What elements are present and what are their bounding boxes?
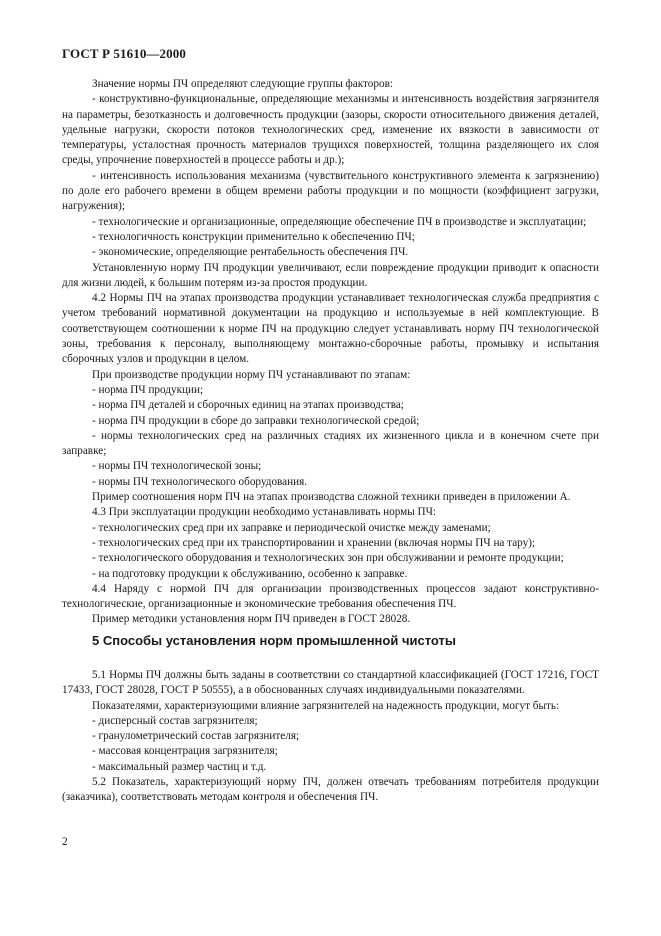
paragraph: - технологических сред при их заправке и периодической очистке между заменами; (92, 521, 491, 534)
paragraph: При производстве продукции норму ПЧ устанавливают по этапам: (92, 368, 411, 381)
paragraph: 4.4 Наряду с нормой ПЧ для организации производственных процессов задают конструктивно-технологические, организационные и экономические требования обеспечения ПЧ. (62, 582, 599, 611)
paragraph: - технологического оборудования и технологических зон при обслуживании и ремонте продукции; (92, 552, 564, 565)
section-5-body (62, 668, 599, 806)
paragraph: - гранулометрический состав загрязнителя; (92, 730, 300, 743)
paragraph: 5.1 Нормы ПЧ должны быть заданы в соответствии со стандартной классификацией (ГОСТ 17216, ГОСТ 17433, ГОСТ 28028, ГОСТ Р 50555), а в обоснованных случаях индивидуальными показателями. (62, 669, 599, 697)
paragraph: Показателями, характеризующими влияние загрязнителей на надежность продукции, могут быть: (92, 699, 560, 712)
paragraph: 4.3 При эксплуатации продукции необходимо устанавливать нормы ПЧ: (92, 506, 436, 519)
paragraph: - конструктивно-функциональные, определяющие механизмы и интенсивность воздействия загрязнителя на параметры, безотказность и долговечность продукции (зазоры, скорости относительного движения деталей, удельные нагрузки, скорости потоков технологических сред, изменение их вязкости в зависимости от температуры, усталостная прочность материалов трущихся поверхностей, толщина разделяющего их слоя среды, упрочнение поверхностей в процессе работы и др.); (62, 93, 599, 167)
paragraph: - технологические и организационные, определяющие обеспечение ПЧ в производстве и эксплуатации; (92, 215, 587, 228)
paragraph: - норма ПЧ продукции в сборе до заправки технологической средой; (92, 414, 420, 427)
section-5-heading: 5 Способы установления норм промышленной чистоты (92, 633, 456, 648)
paragraph: - нормы технологических сред на различных стадиях их жизненного цикла и в конечном счете при заправке; (62, 429, 599, 458)
document-header: ГОСТ Р 51610—2000 (62, 46, 186, 61)
paragraph: Установленную норму ПЧ продукции увеличивают, если повреждение продукции приводит к опасности для жизни людей, к большим потерям из-за простоя продукции. (62, 261, 599, 289)
paragraph: - технологических сред при их транспортировании и хранении (включая нормы ПЧ на тару); (92, 536, 536, 549)
paragraph: Значение нормы ПЧ определяют следующие группы факторов: (92, 78, 393, 90)
paragraph: - дисперсный состав загрязнителя; (92, 714, 258, 727)
paragraph: - норма ПЧ деталей и сборочных единиц на этапах производства; (92, 399, 404, 412)
paragraph: 5.2 Показатель, характеризующий норму ПЧ, должен отвечать требованиям потребителя продукции (заказчика), соответствовать методам контроля и обеспечения ПЧ. (62, 776, 599, 804)
paragraph: - экономические, определяющие рентабельность обеспечения ПЧ. (92, 246, 409, 259)
paragraph: - технологичность конструкции применительно к обеспечению ПЧ; (92, 230, 415, 243)
paragraph: - массовая концентрация загрязнителя; (92, 745, 278, 758)
paragraph: Пример методики установления норм ПЧ приведен в ГОСТ 28028. (92, 613, 411, 626)
paragraph: - нормы ПЧ технологической зоны; (92, 460, 262, 473)
paragraph: - интенсивность использования механизма (чувствительного конструктивного элемента к загрязнению) по доле его рабочего времени в общем времени работы продукции и по мощности (коэффициент загрузки, нагружения); (62, 169, 599, 213)
paragraph: 4.2 Нормы ПЧ на этапах производства продукции устанавливает технологическая служба предприятия с учетом требований нормативной документации на продукцию и используемые в ней комплектующие. В соответствующем соотношении к норме ПЧ на продукцию следует устанавливать норму ПЧ технологической зоны, требования к персоналу, выполняющему монтажно-сборочные работы, промывку и испытания сборочных узлов и продукции в целом. (62, 292, 599, 366)
paragraph: - нормы ПЧ технологического оборудования. (92, 475, 308, 488)
page-number: 2 (62, 836, 68, 848)
section-4-body (62, 77, 599, 628)
paragraph: Пример соотношения норм ПЧ на этапах производства сложной техники приведен в приложении А. (92, 491, 571, 504)
paragraph: - максимальный размер частиц и т.д. (92, 760, 267, 773)
paragraph: - на подготовку продукции к обслуживанию, особенно к заправке. (92, 567, 408, 580)
paragraph: - норма ПЧ продукции; (92, 383, 204, 396)
